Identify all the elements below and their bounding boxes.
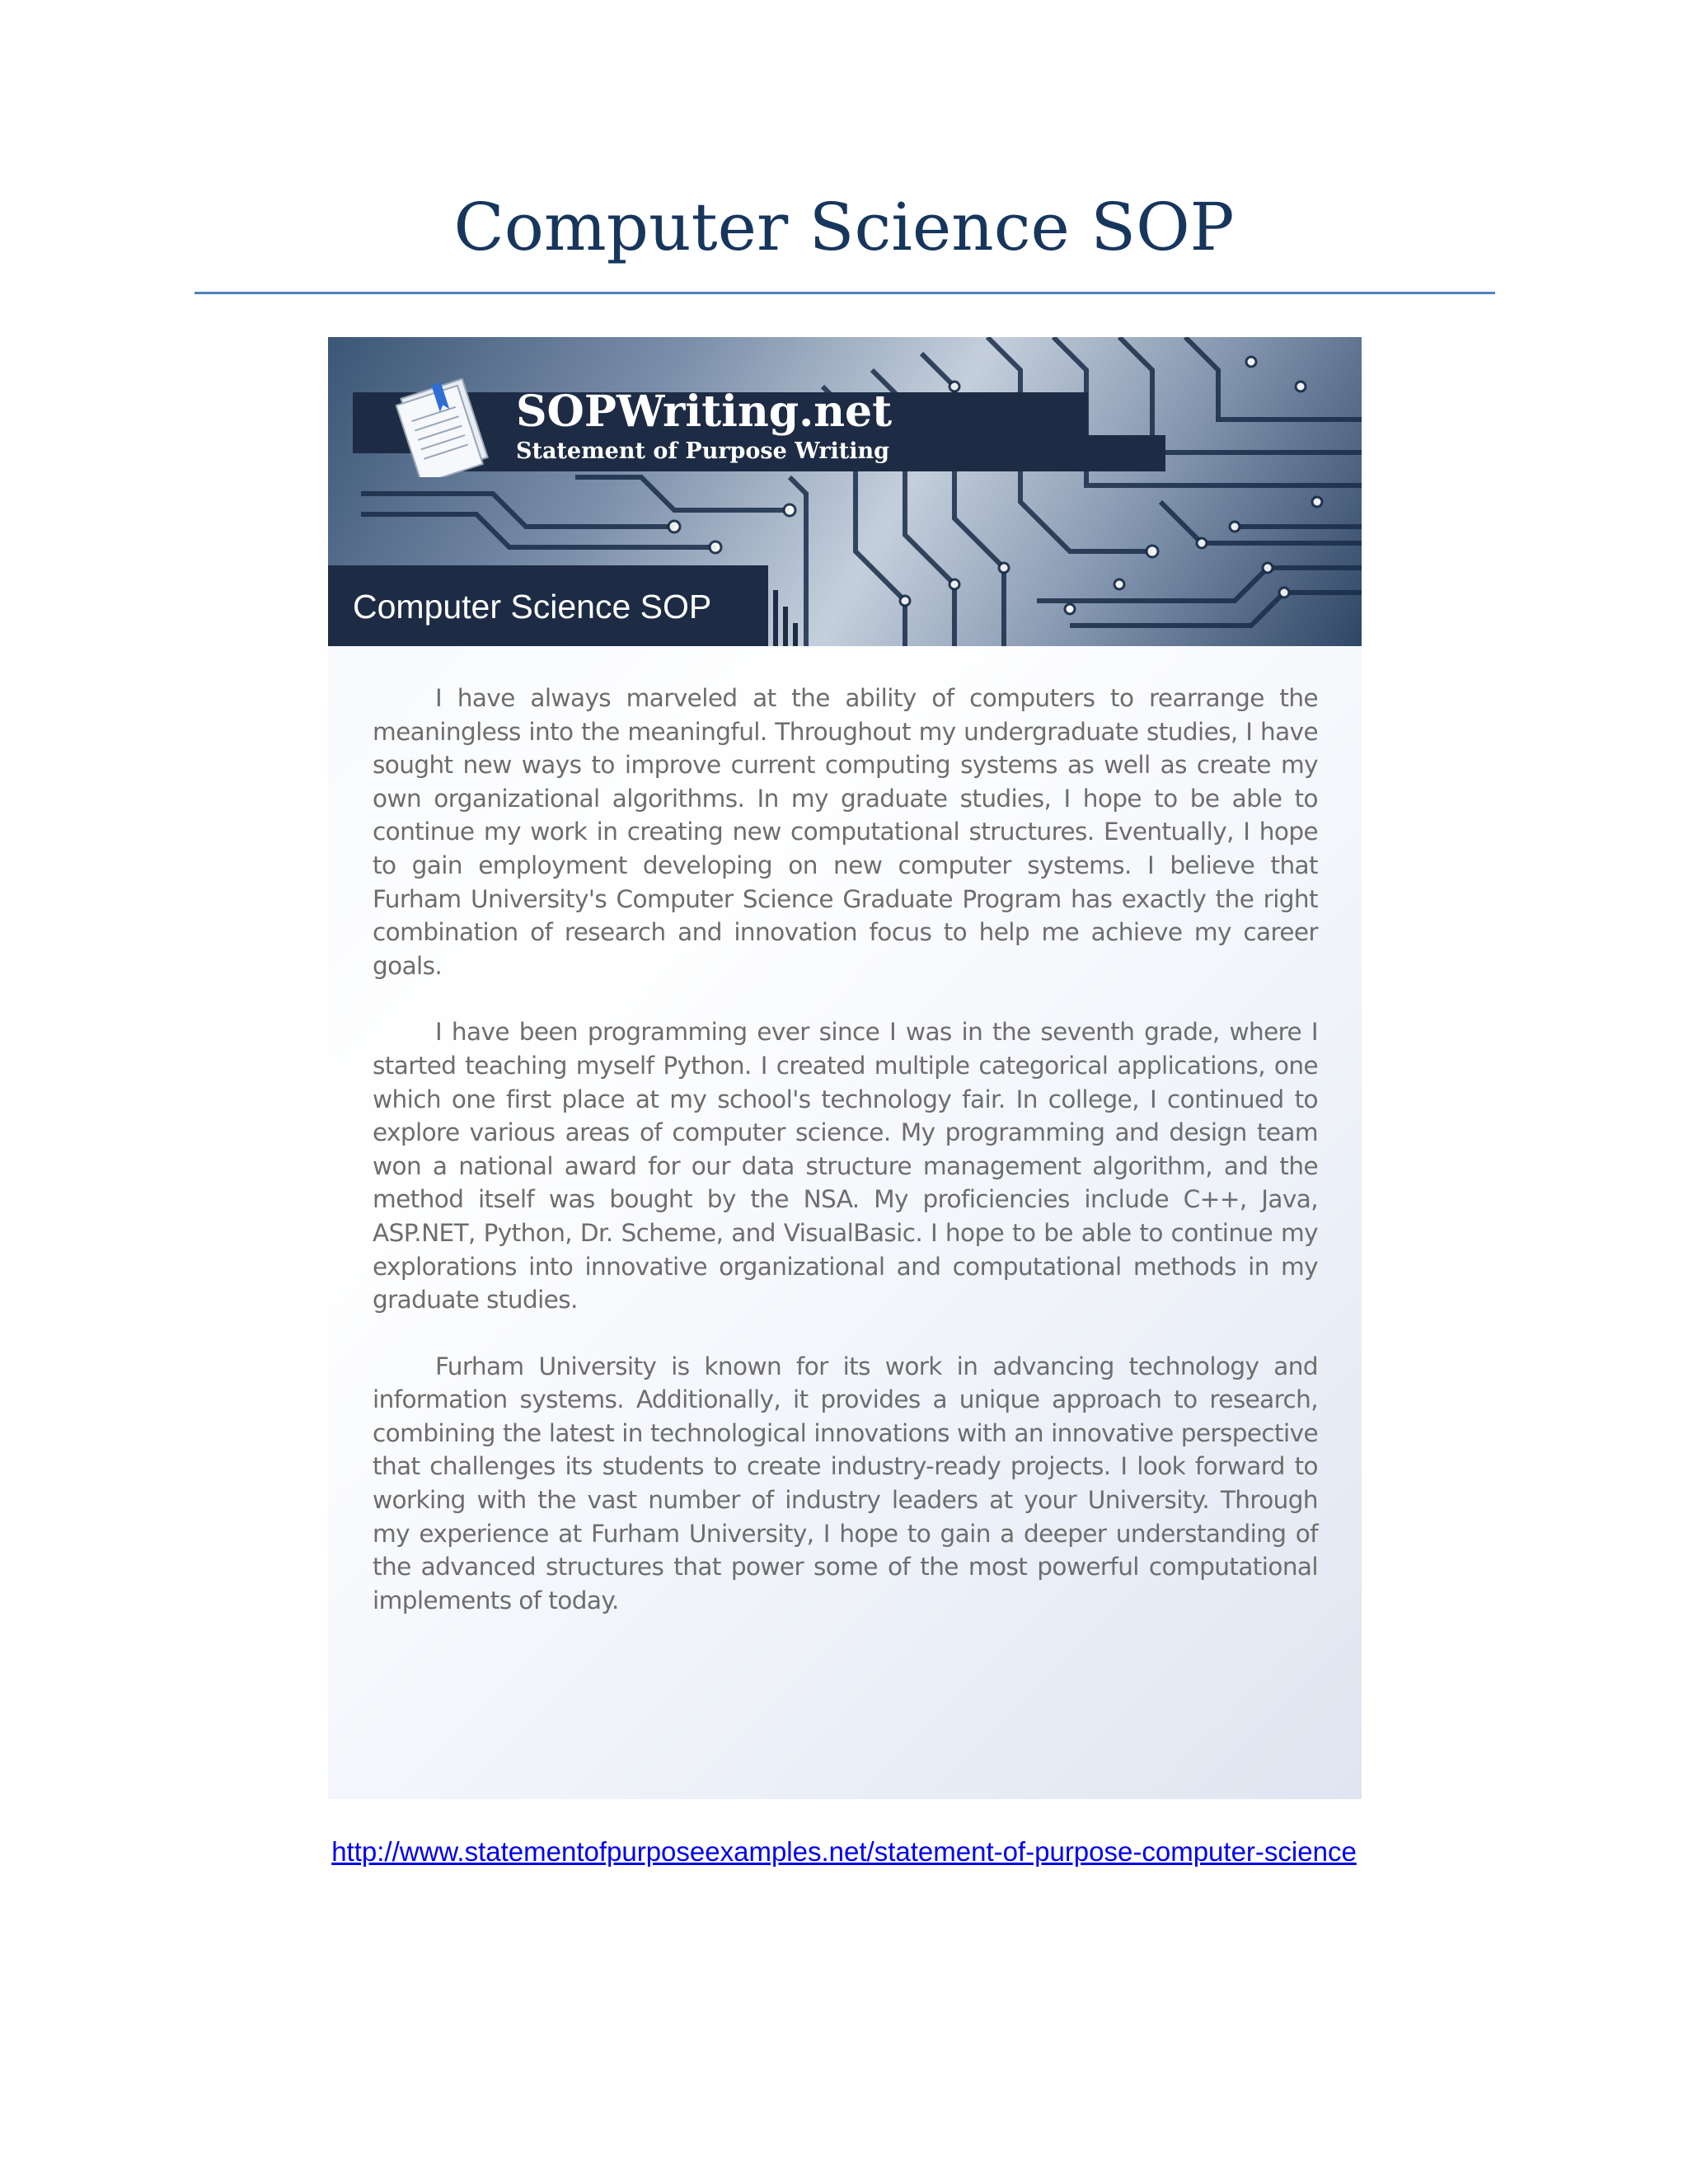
essay-paragraph: I have been programming ever since I was in the seventh grade, where I started teaching myself Python. I created multiple categorical applications, one which one first place at my school's technology fair. In college, I continued to explore various areas of computer science. My programming and design team won a national award for our data structure management algorithm, and the method itself was bought by the NSA. My proficiencies include C++, Java, ASP.NET, Python, Dr. Scheme, and VisualBasic. I hope to be able to continue my explorations into innovative organizational and computational methods in my graduate studies. (373, 1018, 1318, 1315)
document-title: Computer Science SOP (453, 189, 1235, 265)
essay-text (373, 682, 1318, 1650)
source-link[interactable]: http://www.statementofpurposeexamples.net/statement-of-purpose-computer-science (331, 1836, 1357, 1867)
sop-image (328, 337, 1362, 1799)
document-pages-icon (387, 378, 503, 477)
image-banner (328, 337, 1362, 646)
banner-stripes-decoration (761, 565, 810, 646)
brand-name: SOPWriting.net (516, 387, 893, 437)
essay-paragraph: I have always marveled at the ability of computers to rearrange the meaningless into the meaningful. Throughout my undergraduate studies, I have sought new ways to improve current computing systems as well as create my own organizational algorithms. In my graduate studies, I hope to be able to continue my work in creating new computational structures. Eventually, I hope to gain employment developing on new computer systems. I believe that Furham University's Computer Science Graduate Program has exactly the right combination of research and innovation focus to help me achieve my career goals. (373, 684, 1318, 980)
essay-paragraph: Furham University is known for its work in advancing technology and information systems. Additionally, it provides a unique approach to research, combining the latest in technological innovations with an innovative perspective that challenges its students to create industry-ready projects. I look forward to working with the vast number of industry leaders at your University. Through my experience at Furham University, I hope to gain a deeper understanding of the advanced structures that power some of the most powerful computational implements of today. (373, 1352, 1318, 1615)
brand-tagline: Statement of Purpose Writing (516, 438, 890, 464)
banner-label: Computer Science SOP (353, 588, 712, 626)
title-underline (195, 292, 1495, 294)
